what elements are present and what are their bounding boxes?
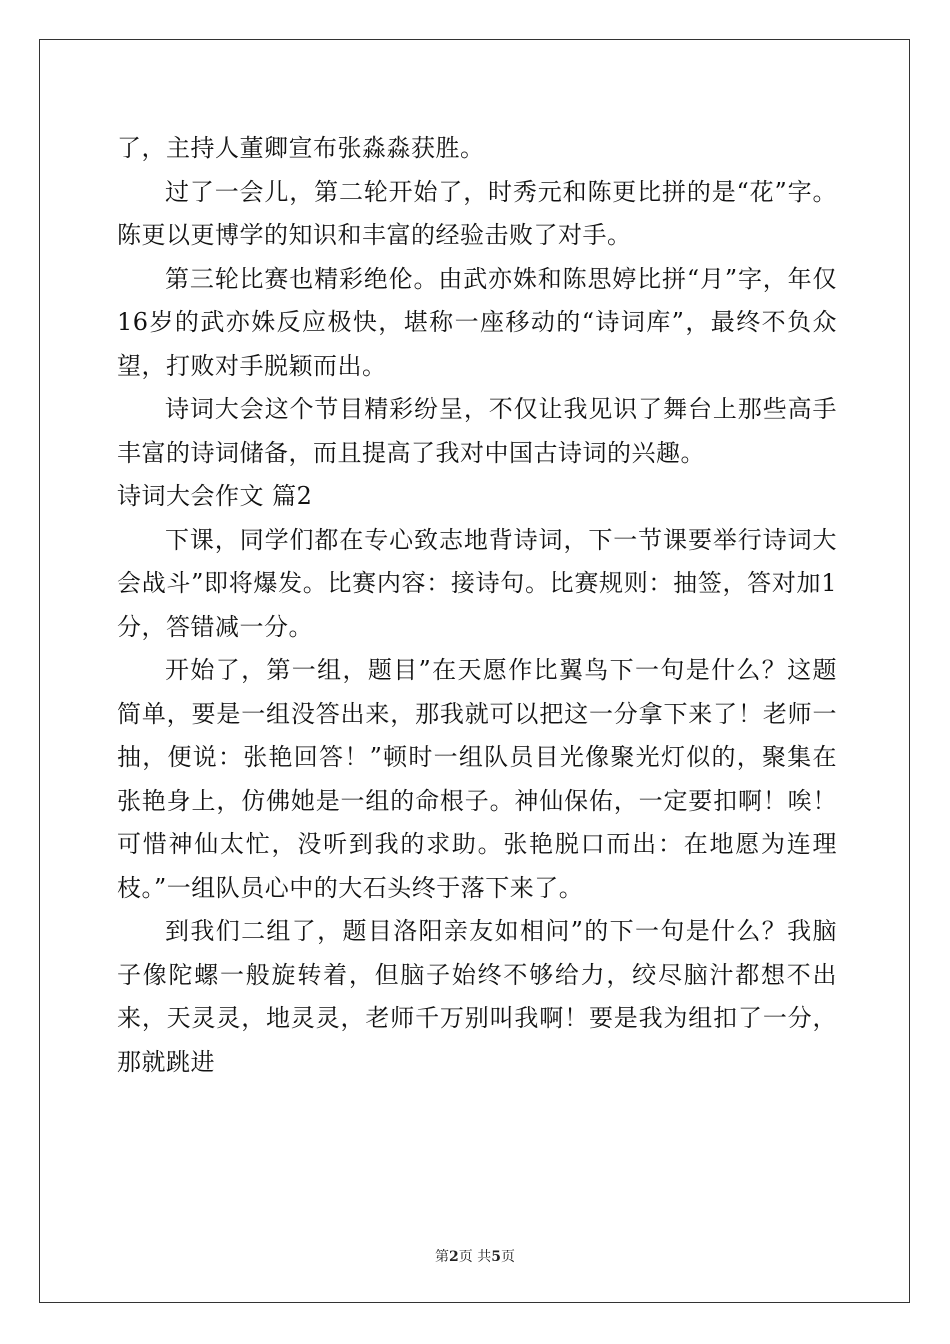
page-footer: [0, 1246, 950, 1266]
footer-page-number: 2: [449, 1249, 459, 1265]
paragraph-5: 下课，同学们都在专心致志地背诗词，下一节课要举行诗词大会战斗”即将爆发。比赛内容：接诗句。比赛规则：抽签，答对加1分，答错减一分。: [117, 525, 837, 641]
footer-total-pages: 5: [491, 1249, 501, 1265]
paragraph-6: 开始了，第一组，题目”在天愿作比翼鸟下一句是什么？这题简单，要是一组没答出来，那我就可以把这一分拿下来了！老师一抽，便说：张艳回答！”顿时一组队员目光像聚光灯似的，聚集在张艳身上，仿佛她是一组的命根子。神仙保佑，一定要扣啊！唉！可惜神仙太忙，没听到我的求助。张艳脱口而出：在地愿为连理枝。”一组队员心中的大石头终于落下来了。: [117, 656, 837, 902]
document-body: [117, 127, 837, 1084]
paragraph-3: 第三轮比赛也精彩绝伦。由武亦姝和陈思婷比拼“月”字，年仅16岁的武亦姝反应极快，堪称一座移动的“诗词库”，最终不负众望，打败对手脱颖而出。: [117, 264, 837, 380]
section-heading: 诗词大会作文 篇2: [117, 482, 313, 510]
paragraph-7: 到我们二组了，题目洛阳亲友如相问”的下一句是什么？我脑子像陀螺一般旋转着，但脑子始终不够给力，绞尽脑汁都想不出来，天灵灵，地灵灵，老师千万别叫我啊！要是我为组扣了一分，那就跳进: [117, 917, 837, 1076]
footer-prefix: 第: [435, 1249, 450, 1265]
paragraph-2: 过了一会儿，第二轮开始了，时秀元和陈更比拼的是“花”字。陈更以更博学的知识和丰富的经验击败了对手。: [117, 177, 837, 249]
footer-suffix: 页: [500, 1249, 515, 1265]
footer-mid: 页 共: [458, 1249, 492, 1265]
paragraph-4: 诗词大会这个节目精彩纷呈，不仅让我见识了舞台上那些高手丰富的诗词储备，而且提高了我对中国古诗词的兴趣。: [117, 395, 837, 467]
paragraph-1: 了，主持人董卿宣布张淼淼获胜。: [117, 134, 485, 162]
